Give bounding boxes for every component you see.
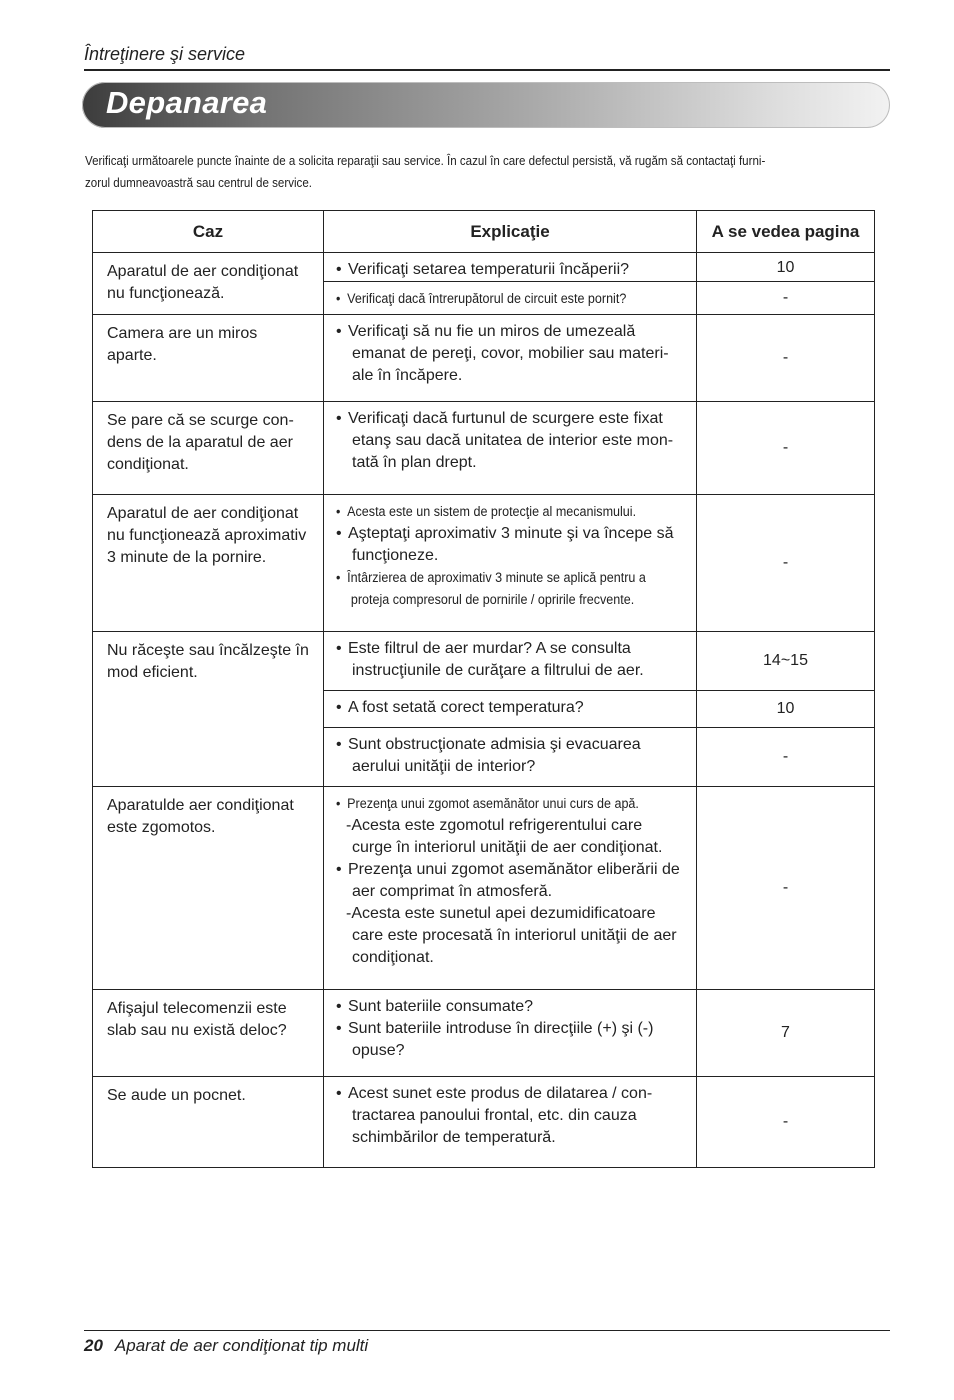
case-cell [93,495,324,632]
case-cell [93,990,324,1077]
bullet-line: tractarea panoului frontal, etc. din cauza [352,1107,637,1124]
note-line: -Acesta este zgomotul refrigerentului care [346,817,643,834]
bullet-line: • Verificaţi dacă întrerupătorul de circuit este pornit? [336,288,665,310]
case-line: Nu răceşte sau încălzeşte în [107,642,309,659]
page-ref-cell: 10 [697,691,875,728]
table-row [93,632,875,691]
table-row [93,315,875,402]
table-row [93,787,875,990]
case-line: Se aude un pocnet. [107,1087,246,1104]
footer-rule [84,1330,890,1331]
bullet-line: ale în încăpere. [352,367,463,384]
page-ref-cell: - [697,315,875,402]
bullet-line: proteja compresorul de pornirile / opririle frecvente. [350,592,635,607]
header-case: Caz [93,211,324,253]
intro-line: Verificaţi următoarele puncte înainte de a solicita reparaţii sau service. În cazul în care defectul persistă, vă rugăm să contactaţi furni- [85,153,766,168]
intro-paragraph [85,150,885,194]
footer-title: Aparat de aer condiţionat tip multi [114,1336,369,1355]
title-banner [82,82,890,128]
page-number: 20 [84,1336,103,1355]
case-line: nu funcţionează aproximativ [107,527,307,544]
bullet-line: emanat de pereţi, covor, mobilier sau materi- [352,345,669,362]
bullet-line: schimbărilor de temperatură. [352,1129,556,1146]
note-line: condiţionat. [352,949,434,966]
bullet-line: • Acest sunet este produs de dilatarea / con- [336,1083,690,1105]
page-ref-cell: - [697,402,875,495]
explanation-cell [324,1077,697,1168]
bullet-line: funcţioneze. [352,547,439,564]
case-line: Se pare că se scurge con- [107,412,294,429]
bullet-line: • Verificaţi dacă furtunul de scurgere este fixat [336,408,690,430]
page-ref-cell: - [697,728,875,787]
table-row [93,990,875,1077]
bullet-line: • Prezenţa unui zgomot asemănător unui curs de apă. [336,793,665,815]
bullet-line: • Este filtrul de aer murdar? A se consulta [336,638,690,660]
explanation-cell [324,787,697,990]
table-header-row [93,211,875,253]
case-cell [93,632,324,787]
bullet-line: • Întârzierea de aproximativ 3 minute se aplică pentru a [336,567,665,589]
header-page: A se vedea pagina [697,211,875,253]
case-line: dens de la aparatul de aer [107,434,293,451]
explanation-cell [324,990,697,1077]
case-line: 3 minute de la pornire. [107,549,267,566]
note-line: care este procesată în interiorul unităţii de aer [352,927,677,944]
case-line: aparte. [107,347,157,364]
bullet-line: • Sunt bateriile introduse în direcţiile (+) şi (-) [336,1018,690,1040]
explanation-cell [324,691,697,728]
table-row [93,1077,875,1168]
explanation-cell [324,728,697,787]
bullet-line: opuse? [352,1042,405,1059]
case-line: Afişajul telecomenzii este [107,1000,287,1017]
footer [84,1336,368,1356]
case-cell [93,1077,324,1168]
explanation-cell [324,495,697,632]
bullet-line: • A fost setată corect temperatura? [336,697,690,719]
case-cell [93,253,324,315]
troubleshooting-table [92,210,875,1168]
note-line: curge în interiorul unităţii de aer condiţionat. [352,839,663,856]
bullet-line: aer comprimat în atmosferă. [352,883,553,900]
case-line: Camera are un miros [107,325,258,342]
case-line: nu funcţionează. [107,285,225,302]
explanation-cell [324,315,697,402]
note-line: -Acesta este sunetul apei dezumidificatoare [346,905,656,922]
case-cell [93,402,324,495]
explanation-cell [324,402,697,495]
bullet-line: • Prezenţa unui zgomot asemănător eliberării de [336,859,690,881]
table-row [93,253,875,282]
page-ref-cell: 7 [697,990,875,1077]
case-line: mod eficient. [107,664,198,681]
page-ref-cell: - [697,282,875,315]
bullet-line: • Acesta este un sistem de protecţie al mecanismului. [336,501,665,523]
section-title: Întreţinere şi service [84,44,246,64]
table-row [93,495,875,632]
case-cell [93,315,324,402]
page-ref-cell: - [697,495,875,632]
case-line: Aparatul de aer condiţionat [107,505,299,522]
page-title: Depanarea [106,85,268,120]
explanation-cell [324,632,697,691]
explanation-cell [324,253,697,282]
bullet-line: • Verificaţi să nu fie un miros de umezeală [336,321,690,343]
case-line: este zgomotos. [107,819,216,836]
intro-line: zorul dumneavoastră sau centrul de service. [85,175,312,190]
header-explanation: Explicaţie [324,211,697,253]
bullet-line: • Sunt bateriile consumate? [336,996,690,1018]
bullet-line: instrucţiunile de curăţare a filtrului de aer. [352,662,644,679]
case-line: slab sau nu există deloc? [107,1022,287,1039]
case-line: condiţionat. [107,456,189,473]
page-ref-cell: - [697,787,875,990]
header-rule [84,69,890,71]
page-ref-cell: 10 [697,253,875,282]
explanation-cell [324,282,697,315]
page-ref-cell: 14~15 [697,632,875,691]
case-line: Aparatulde aer condiţionat [107,797,294,814]
page-ref-cell: - [697,1077,875,1168]
bullet-line: aerului unităţii de interior? [352,758,536,775]
case-line: Aparatul de aer condiţionat [107,263,299,280]
bullet-line: • Aşteptaţi aproximativ 3 minute şi va începe să [336,523,690,545]
bullet-line: • Sunt obstrucţionate admisia şi evacuarea [336,734,690,756]
bullet-line: etanş sau dacă unitatea de interior este mon- [352,432,674,449]
bullet-line: • Verificaţi setarea temperaturii încăperii? [336,259,690,281]
case-cell [93,787,324,990]
bullet-line: tată în plan drept. [352,454,477,471]
table-row [93,402,875,495]
